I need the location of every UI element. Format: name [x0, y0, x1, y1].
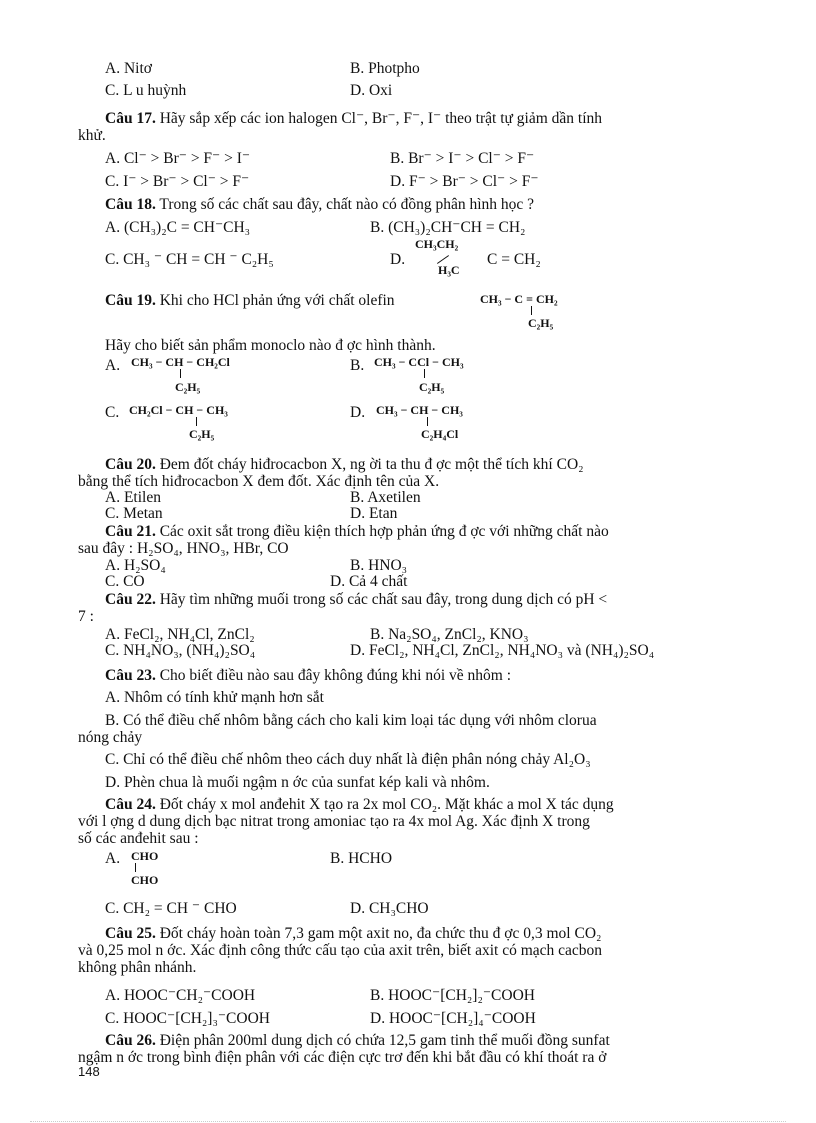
line-text: B. Axetilen [350, 489, 421, 506]
line-text: Hãy tìm những muối trong số các chất sau đây, trong dung dịch có pH < [155, 591, 608, 608]
line-text: Hãy sắp xếp các ion halogen Cl⁻, Br⁻, F⁻, I⁻ theo trật tự giảm dần tính [155, 110, 603, 127]
text-line [105, 1010, 270, 1027]
question-label: Câu 21. [105, 523, 156, 540]
text-line [105, 219, 250, 236]
line-text: Trong số các chất sau đây, chất nào có đồng phân hình học ? [155, 196, 535, 213]
question-label: Câu 26. [105, 1032, 156, 1049]
line-text: A. HOOC⁻CH₂⁻COOH [105, 987, 256, 1004]
line-text: D. Phèn chua là muối ngậm n ớc của sunfat kép kali và nhôm. [105, 774, 490, 791]
text-line [350, 642, 654, 659]
text-line [350, 900, 429, 917]
line-text: C. CH₃ ⁻ CH = CH ⁻ C₂H₅ [105, 251, 274, 268]
text-line [105, 456, 584, 473]
text-line [105, 591, 607, 608]
text-line [105, 751, 591, 768]
text-line [370, 626, 529, 643]
text-line [105, 642, 255, 659]
formula-main: CH₂Cl − CH − CH₃ [129, 403, 228, 417]
text-line [105, 667, 511, 684]
text-line [105, 850, 120, 867]
text-line [350, 557, 407, 574]
text-line [350, 82, 392, 99]
text-line [78, 473, 439, 490]
page-footer-divider [30, 1121, 786, 1122]
formula-sub: C₂H₅ [528, 316, 554, 330]
line-text: B. HNO₃ [350, 557, 408, 574]
line-text: số các anđehit sau : [78, 830, 199, 847]
formula-sub: C₂H₅ [419, 380, 445, 394]
formula-sub: C₂H₅ [189, 427, 215, 441]
line-text: khử. [78, 127, 106, 144]
line-text: A. Etilen [105, 489, 161, 506]
text-line [78, 942, 602, 959]
line-text: D. Cả 4 chất [330, 573, 408, 590]
line-text: D. Oxi [350, 82, 393, 99]
text-line [105, 557, 166, 574]
text-line [105, 925, 601, 942]
line-text: Điện phân 200ml dung dịch có chứa 12,5 gam tinh thể muối đồng sunfat [155, 1032, 610, 1049]
line-text: A. (CH₃)₂C = CH⁻CH₃ [105, 219, 251, 236]
line-text: không phân nhánh. [78, 959, 197, 976]
text-line [105, 292, 395, 309]
text-line [350, 505, 397, 522]
text-line [105, 774, 490, 791]
text-line [105, 505, 163, 522]
text-line [105, 1032, 610, 1049]
line-text: D. [390, 251, 406, 268]
text-line [330, 573, 407, 590]
line-text: B. Có thể điều chế nhôm bằng cách cho kali kim loại tác dụng với nhôm clorua [105, 712, 597, 729]
text-line [105, 987, 255, 1004]
line-text: 7 : [78, 608, 94, 625]
text-line [390, 251, 405, 268]
bond-line [180, 369, 181, 378]
line-text: Khi cho HCl phản ứng với chất olefin [155, 292, 395, 309]
bond-line [424, 369, 425, 378]
text-line [105, 196, 534, 213]
line-text: C. [105, 404, 120, 421]
line-text: Hãy cho biết sản phẩm monoclo nào đ ợc hình thành. [105, 337, 436, 354]
formula-top: CHO [131, 849, 159, 863]
text-line [105, 689, 324, 706]
text-line [105, 251, 274, 268]
formula-main: CH₃ − CH − CH₂Cl [131, 355, 230, 369]
question-label: Câu 25. [105, 925, 156, 942]
line-text: A. [105, 357, 121, 374]
line-text: A. [105, 850, 121, 867]
line-text: B. HCHO [330, 850, 393, 867]
text-line [370, 219, 525, 236]
line-text: D. F⁻ > Br⁻ > Cl⁻ > F⁻ [390, 173, 539, 190]
text-line [105, 60, 152, 77]
formula-sub: C₂H₅ [175, 380, 201, 394]
text-line [105, 796, 614, 813]
line-text: sau đây : H₂SO₄, HNO₃, HBr, CO [78, 540, 289, 557]
text-line [78, 959, 196, 976]
line-text: với l ợng d dung dịch bạc nitrat trong amoniac tạo ra 4x mol Ag. Xác định X trong [78, 813, 590, 830]
bond-line [196, 417, 197, 426]
text-line [370, 987, 535, 1004]
line-text: C. CO [105, 573, 145, 590]
line-text: C = CH₂ [487, 251, 541, 268]
question-label: Câu 20. [105, 456, 156, 473]
text-line [105, 357, 120, 374]
text-line [78, 830, 199, 847]
line-text: B. (CH₃)₂CH⁻CH = CH₂ [370, 219, 526, 236]
question-label: Câu 17. [105, 110, 156, 127]
line-text: và 0,25 mol n ớc. Xác định công thức cấu tạo của axit trên, biết axit có mạch cacbon [78, 942, 603, 959]
text-line [78, 608, 94, 625]
text-line [330, 850, 392, 867]
line-text: ngậm n ớc trong bình điện phân với các điện cực trơ đến khi bắt đầu có khí thoát ra ở [78, 1049, 607, 1066]
text-line [350, 404, 365, 421]
formula-main: CH₃ − CCl − CH₃ [374, 355, 464, 369]
text-line [370, 1010, 536, 1027]
question-label: Câu 19. [105, 292, 156, 309]
line-text: C. Metan [105, 505, 163, 522]
line-text: D. [350, 404, 366, 421]
text-line [105, 110, 602, 127]
text-line [105, 489, 161, 506]
text-line [105, 712, 597, 729]
line-text: bằng thể tích hiđrocacbon X đem đốt. Xác định tên của X. [78, 473, 440, 490]
bond-line [531, 306, 532, 315]
text-line [105, 337, 436, 354]
line-text: B. [350, 357, 365, 374]
line-text: B. Photpho [350, 60, 420, 77]
line-text: Đốt cháy hoàn toàn 7,3 gam một axit no, đa chức thu đ ợc 0,3 mol CO₂ [155, 925, 602, 942]
line-text: C. Chỉ có thể điều chế nhôm theo cách duy nhất là điện phân nóng chảy Al₂O₃ [105, 751, 591, 768]
text-line [350, 489, 421, 506]
text-line [105, 404, 119, 421]
text-line [78, 813, 590, 830]
line-text: C. CH₂ = CH ⁻ CHO [105, 900, 237, 917]
text-line [350, 357, 364, 374]
page-number: 148 [78, 1064, 100, 1079]
text-line [105, 573, 145, 590]
formula-main: CH₃ − C = CH₂ [480, 292, 558, 306]
text-line [78, 729, 142, 746]
line-text: nóng chảy [78, 729, 143, 746]
question-label: Câu 23. [105, 667, 156, 684]
line-text: A. FeCl₂, NH₄Cl, ZnCl₂ [105, 626, 255, 643]
formula-top: CH₃CH₂ [415, 237, 459, 251]
line-text: Các oxit sắt trong điều kiện thích hợp phản ứng đ ợc với những chất nào [155, 523, 609, 540]
text-line [105, 150, 250, 167]
text-line [487, 251, 541, 268]
line-text: C. L u huỳnh [105, 82, 187, 99]
formula-sub: C₂H₄Cl [421, 427, 459, 441]
line-text: B. Na₂SO₄, ZnCl₂, KNO₃ [370, 626, 529, 643]
text-line [390, 173, 539, 190]
text-line [105, 82, 186, 99]
question-label: Câu 22. [105, 591, 156, 608]
text-line [78, 1049, 606, 1066]
text-line [78, 540, 289, 557]
line-text: C. NH₄NO₃, (NH₄)₂SO₄ [105, 642, 256, 659]
line-text: A. Cl⁻ > Br⁻ > F⁻ > I⁻ [105, 150, 251, 167]
line-text: C. HOOC⁻[CH₂]₃⁻COOH [105, 1010, 270, 1027]
line-text: Đốt cháy x mol anđehit X tạo ra 2x mol CO₂. Mặt khác a mol X tác dụng [155, 796, 614, 813]
formula-bottom: CHO [131, 873, 159, 887]
text-line [105, 173, 249, 190]
bond-line [135, 863, 136, 872]
question-label: Câu 18. [105, 196, 156, 213]
line-text: D. CH₃CHO [350, 900, 429, 917]
text-line [105, 900, 237, 917]
text-line [390, 150, 534, 167]
text-line [350, 60, 420, 77]
line-text: D. Etan [350, 505, 398, 522]
text-line [78, 127, 106, 144]
line-text: D. HOOC⁻[CH₂]₄⁻COOH [370, 1010, 536, 1027]
line-text: A. Nhôm có tính khử mạnh hơn sắt [105, 689, 324, 706]
text-line [105, 523, 609, 540]
text-line [105, 626, 255, 643]
line-text: D. FeCl₂, NH₄Cl, ZnCl₂, NH₄NO₃ và (NH₄)₂SO₄ [350, 642, 655, 659]
line-text: A. H₂SO₄ [105, 557, 166, 574]
line-text: C. I⁻ > Br⁻ > Cl⁻ > F⁻ [105, 173, 250, 190]
line-text: Đem đốt cháy hiđrocacbon X, ng ời ta thu đ ợc một thể tích khí CO₂ [155, 456, 584, 473]
question-label: Câu 24. [105, 796, 156, 813]
line-text: Cho biết điều nào sau đây không đúng khi nói về nhôm : [155, 667, 511, 684]
bond-line [427, 417, 428, 426]
formula-bottom: H₃C [438, 263, 460, 277]
line-text: B. Br⁻ > I⁻ > Cl⁻ > F⁻ [390, 150, 535, 167]
line-text: B. HOOC⁻[CH₂]₂⁻COOH [370, 987, 535, 1004]
line-text: A. Nitơ [105, 60, 152, 77]
formula-main: CH₃ − CH − CH₃ [376, 403, 463, 417]
